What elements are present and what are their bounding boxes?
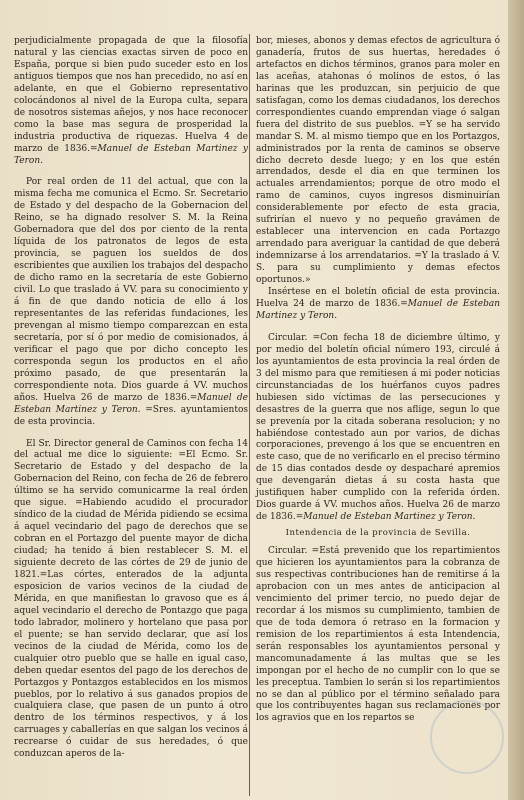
paragraph-text: Circular. =Con fecha 18 de diciembre último, y por medio del boletín oficial número 193, circulé á los ayuntamientos de esta provincia la real órden de 3 del mismo para que remitiesen á mi poder noticias circunstanciadas de los huérfanos cuyos padres hubiesen sido víctimas de las persecuciones y desastres de la guerra que nos aflige, segun lo que se prevenía por la citada soberana resolucion; y no habiéndose contestado aun por varios, de dichas corporaciones, prevengo á los que se encuentren en este caso, que de no verificarlo en el preciso término de 15 dias contados desde oy despacharé apremios que devengarán dietas á su costa hasta que justifiquen haber cumplido con la referida órden. Dios guarde á VV. muchos años. Huelva 26 de marzo de 1836. (256, 332, 500, 523)
paragraph-royal-order (14, 177, 248, 428)
paragraph-continuation (256, 36, 500, 287)
paragraph-circular-huerfanos (256, 333, 500, 524)
paragraph-director-caminos (14, 439, 248, 762)
signature: =Manuel de Esteban Martinez y Teron. (295, 512, 476, 523)
faded-stamp (430, 700, 504, 774)
paragraph-text: Circular. =Está prevenido que los repartimientos que hicieren los ayuntamientos para la cobranza de sus respectivas contribuciones han de remitirse á la aprobacion con un mes antes de anticipacion al vencimiento del primer tercio, no puedo dejar de recordar á los mismos su cumplimiento, tambien de que de toda demora ó retraso en la formacion y remision de los repartimientos á esta Intendencia, serán responsables los ayuntamientos personal y mancomunadamente á las multas que se les impongan por el hecho de no cumplir con lo que se les preceptua. Tambien lo serán si los repartimientos no se dan al público por el término señalado para que los contribuyentes hagan sus reclamaciones por los agravios que en los repartos se (256, 546, 500, 724)
column-divider (249, 34, 250, 796)
paragraph-circular-repartimientos (256, 546, 500, 725)
paragraph-text: El Sr. Director general de Caminos con fecha 14 del actual me dice lo siguiente: =El Ecmo. Sr. Secretario de Estado y del despacho de la Gobernacion del Reino, con fecha de 26 de febrero último se ha servido comunicarme la real órden que sigue. =Habiendo acudido el procurador síndico de la ciudad de Mérida pidiendo se ecsima á aquel vecindario del pago de derechos que se cobran en el Portazgo del puente mayor de dicha ciudad; ha tenido á bien restablecer S. M. el siguiente decreto de las córtes de 29 de junio de 1821.=Las córtes, enterados de la adjunta esposicion de varios vecinos de la ciudad de Mérida, en que manifiestan lo gravoso que es á aquel vecindario el derecho de Pontazgo que paga todo labrador, molinero y hortelano que pasa por el puente; se han servido declarar, que así los vecinos de la ciudad de Mérida, como los de cualquier otro pueblo que se halle en igual caso, deben quedar esentos del pago de los derechos de Portazgos y Pontazgos establecidos en los mismos pueblos, por lo relativo á sus ganados propios de cualquiera clase, que pasen de un punto á otro dentro de los términos respectivos, y á los carruages y caballerías en que salgan los vecinos á recrearse ó cuidar de sus heredades, ó que conduzcan aperos de la- (14, 438, 248, 760)
signature: =Manuel de Esteban Martinez y Teron. (14, 143, 248, 166)
signature: =Manuel de Esteban Martinez y Teron. (256, 298, 500, 321)
page-edge (508, 0, 524, 800)
section-title: Intendencia de la provincia de Sevilla. (285, 528, 471, 539)
paragraph-insertese (256, 287, 500, 323)
signature: =Manuel de Esteban Martinez y Teron. (14, 392, 248, 415)
paragraph-text: perjudicialmente propagada de que la filosofía natural y las ciencias exactas sirven de poco en España, porque si bien pudo suceder esto en los antiguos tiempos que nos han precedido, no así en adelante, en que el Gobierno representativo colocándonos al nivel de la Europa culta, separa de nosotros sistemas añejos, y nos hace reconocer como la base mas segura de prosperidad la industria productiva de riquezas. Huelva 4 de marzo de 1836. (14, 36, 248, 154)
paragraph-text: bor, mieses, abonos y demas efectos de agricultura ó ganadería, frutos de sus huertas, heredades ó artefactos en dichos términos, granos para moler en las aceñas, atahonas ó molinos de estos, ó las harinas que les produzcan, sin perjuicio de que satisfagan, como los demas ciudadanos, los derechos correspondientes cuando emprendan viage ó salgan fuera del distrito de sus pueblos. =Y se ha servido mandar S. M. al mismo tiempo que en los Portazgos, administrados por la renta de caminos se observe dicho decreto desde luego; y en los que estén arrendados, desde el dia en que terminen los actuales arrendamientos; porque de otro modo el ramo de caminos, cuyos ingresos disminuirían considerablemente por efecto de esta gracia, sufrirían el nuevo y no pequeño gravámen de establecer una intervencion en cada Portazgo arrendado para averiguar la cantidad de que deberá indemnizarse á los arrendatarios. =Y la traslado á V. S. para su cumplimiento y demas efectos oportunos.» (256, 36, 500, 286)
paragraph-text: Insértese en el boletín oficial de esta provincia. Huelva 24 de marzo de 1836. (256, 287, 500, 309)
right-column (256, 36, 500, 725)
addressee: =Sres. ayuntamientos de esta provincia. (14, 404, 248, 427)
paragraph-text: Por real orden de 11 del actual, que con la misma fecha me comunica el Ecmo. Sr. Secretario de Estado y del despacho de la Gobernacion del Reino, se ha dignado resolver S. M. la Reina Gobernadora que del dos por ciento de la renta líquida de los patronatos de legos de esta provincia, se paguen los sueldos de dos escribientes que auxilien los trabajos del despacho de dicho ramo en la secretaría de este Gobierno civil. Lo que traslado á VV. para su conocimiento y á fin de que dando noticia de ello á los representantes de las referidas fundaciones, les prevengan al mismo tiempo comparezcan en esta secretaría, por sí ó por medio de comisionados, á verificar el pago que por dicho concepto les corresponda segun los productos en el año próximo pasado, de que presentarán la correspondiente nota. Dios guarde á VV. muchos años. Huelva 26 de marzo de 1836. (14, 177, 248, 403)
paragraph-philosophy (14, 36, 248, 167)
left-column (14, 36, 248, 761)
